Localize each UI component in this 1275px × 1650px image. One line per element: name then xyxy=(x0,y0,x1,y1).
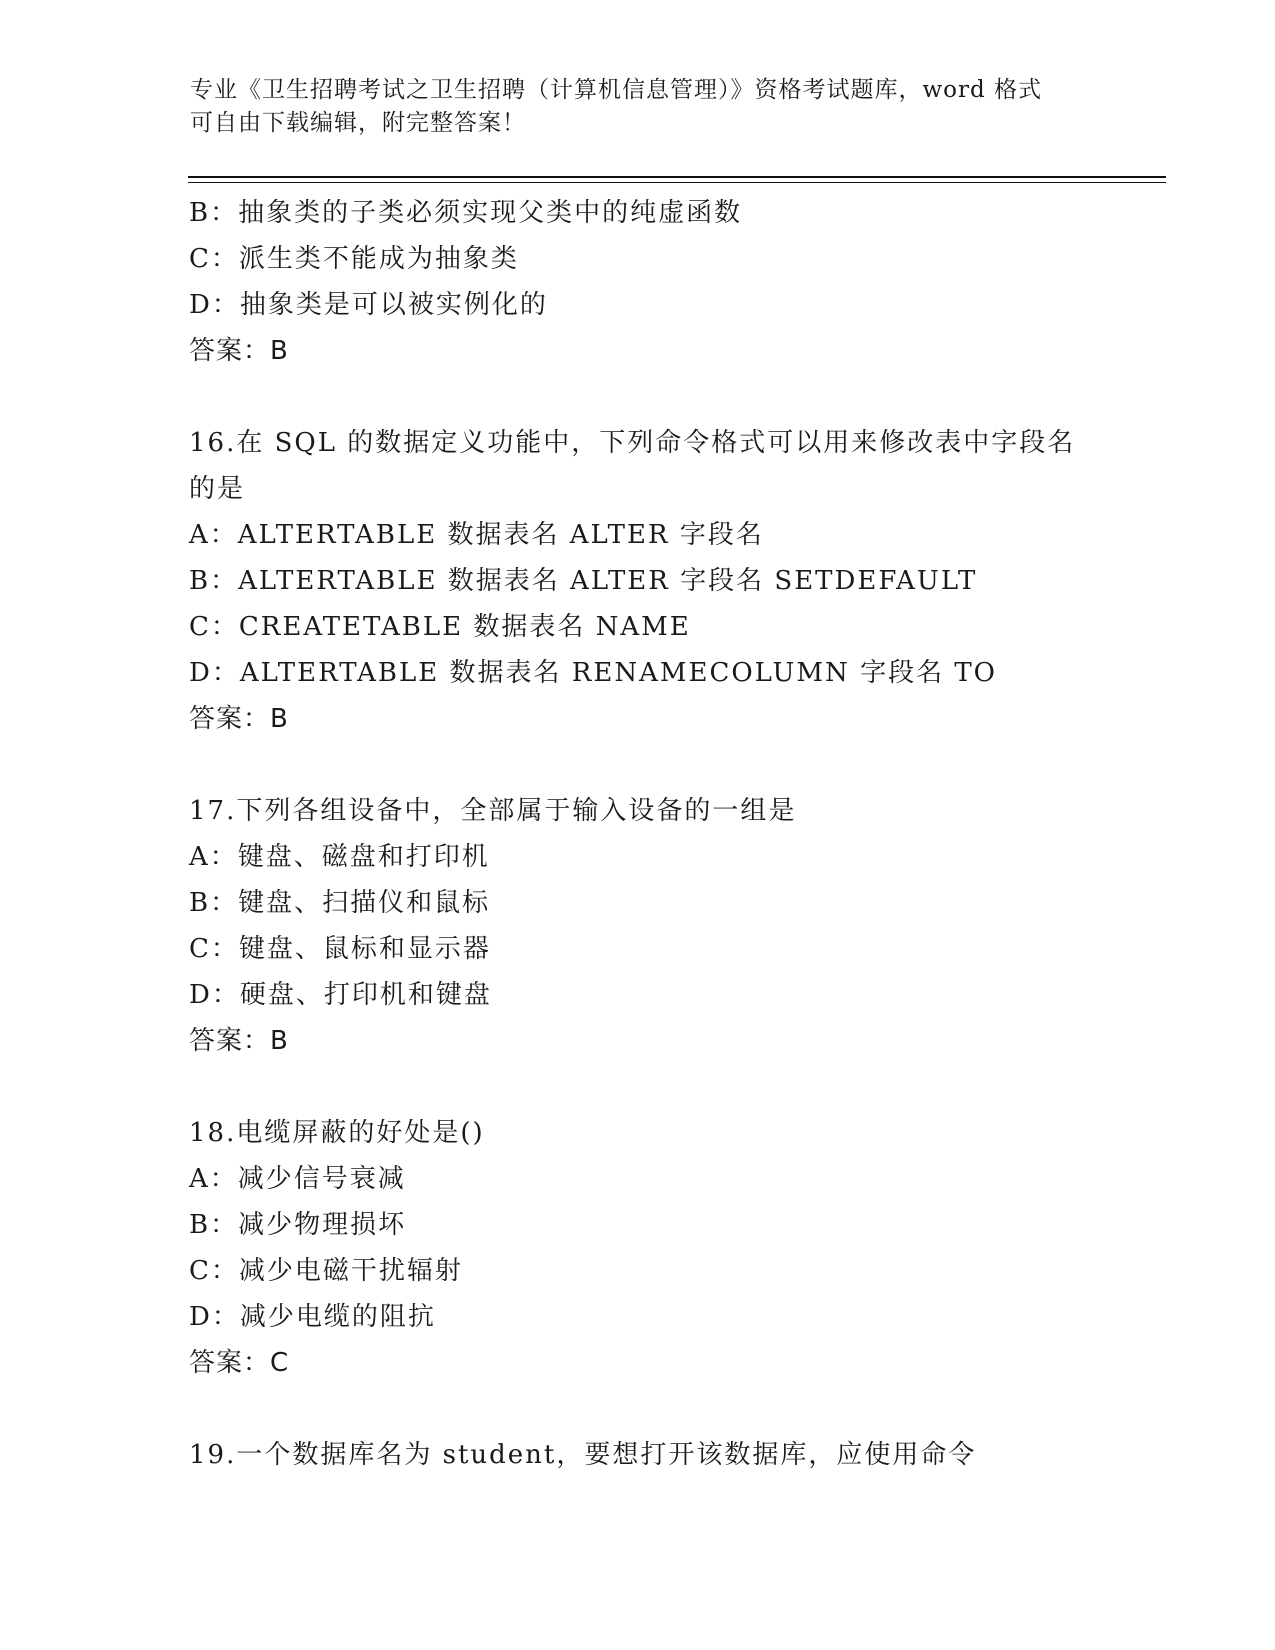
answer-line: 答案：C xyxy=(189,1348,290,1378)
spacer xyxy=(189,1386,1089,1432)
question-list xyxy=(189,190,1089,1478)
option-c: C：CREATETABLE 数据表名 NAME xyxy=(189,612,691,642)
option-b: B：ALTERTABLE 数据表名 ALTER 字段名 SETDEFAULT xyxy=(189,566,978,596)
answer-line: 答案：B xyxy=(189,1026,289,1056)
option-c: C：减少电磁干扰辐射 xyxy=(189,1256,463,1286)
option-d: D：硬盘、打印机和键盘 xyxy=(189,980,492,1010)
option-b: B：减少物理损坏 xyxy=(189,1210,407,1240)
question-15 xyxy=(189,190,1089,374)
question-stem: 18.电缆屏蔽的好处是() xyxy=(189,1118,485,1148)
option-b: B：键盘、扫描仪和鼠标 xyxy=(189,888,491,918)
answer-line: 答案：B xyxy=(189,704,289,734)
question-stem: 17.下列各组设备中，全部属于输入设备的一组是 xyxy=(189,796,797,826)
spacer xyxy=(189,742,1089,788)
header-divider-thick xyxy=(188,176,1166,178)
spacer xyxy=(189,374,1089,420)
document-header xyxy=(190,74,1090,140)
option-b: B：抽象类的子类必须实现父类中的纯虚函数 xyxy=(189,198,743,228)
option-a: A：ALTERTABLE 数据表名 ALTER 字段名 xyxy=(189,520,764,550)
option-a: A：键盘、磁盘和打印机 xyxy=(189,842,490,872)
option-a: A：减少信号衰减 xyxy=(189,1164,406,1194)
question-17 xyxy=(189,788,1089,1064)
header-line-1: 专业《卫生招聘考试之卫生招聘（计算机信息管理）》资格考试题库，word 格式 xyxy=(190,77,1043,103)
question-18 xyxy=(189,1110,1089,1386)
question-stem-continued: 的是 xyxy=(189,474,246,504)
answer-line: 答案：B xyxy=(189,336,289,366)
option-c: C：派生类不能成为抽象类 xyxy=(189,244,519,274)
spacer xyxy=(189,1064,1089,1110)
header-divider-thin xyxy=(188,182,1166,183)
header-line-2: 可自由下载编辑，附完整答案！ xyxy=(190,110,526,136)
question-stem: 19.一个数据库名为 student，要想打开该数据库，应使用命令 xyxy=(189,1440,977,1470)
question-19 xyxy=(189,1432,1089,1478)
option-c: C：键盘、鼠标和显示器 xyxy=(189,934,491,964)
question-16 xyxy=(189,420,1089,742)
option-d: D：减少电缆的阻抗 xyxy=(189,1302,436,1332)
option-d: D：ALTERTABLE 数据表名 RENAMECOLUMN 字段名 TO xyxy=(189,658,997,688)
option-d: D：抽象类是可以被实例化的 xyxy=(189,290,548,320)
question-stem: 16.在 SQL 的数据定义功能中，下列命令格式可以用来修改表中字段名 xyxy=(189,428,1076,458)
